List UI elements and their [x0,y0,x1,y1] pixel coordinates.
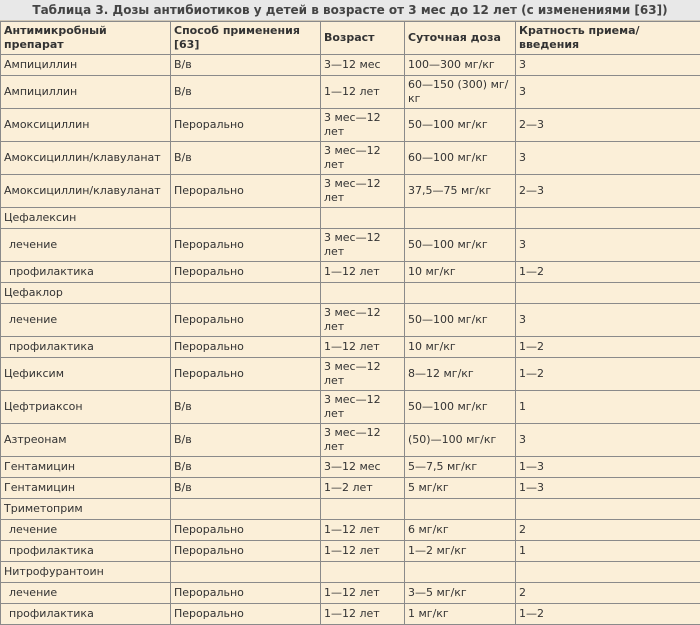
header-daily-dose: Суточная доза [405,22,516,55]
cell-dose: 6 мг/кг [405,520,516,541]
cell-age: 3—12 мес [321,457,405,478]
cell-age: 3 мес—12 лет [321,175,405,208]
cell-dose: 1 мг/кг [405,604,516,625]
cell-age: 3 мес—12 лет [321,229,405,262]
cell-frequency [516,283,700,304]
cell-dose: 50—100 мг/кг [405,304,516,337]
cell-route: В/в [171,142,321,175]
cell-frequency: 1—2 [516,358,700,391]
table-row [1,457,700,478]
cell-drug: Гентамицин [1,457,171,478]
cell-age [321,562,405,583]
cell-dose: 60—100 мг/кг [405,142,516,175]
table-row [1,604,700,625]
cell-age: 1—12 лет [321,583,405,604]
cell-drug: Ампициллин [1,55,171,76]
header-route: Способ применения [63] [171,22,321,55]
cell-age: 3 мес—12 лет [321,109,405,142]
cell-dose: (50)—100 мг/кг [405,424,516,457]
cell-dose: 5—7,5 мг/кг [405,457,516,478]
cell-frequency: 1 [516,391,700,424]
cell-route: В/в [171,424,321,457]
cell-dose: 8—12 мг/кг [405,358,516,391]
cell-route: Перорально [171,358,321,391]
cell-frequency: 3 [516,55,700,76]
cell-frequency: 2 [516,583,700,604]
table-row [1,562,700,583]
table-row [1,76,700,109]
cell-age: 1—12 лет [321,604,405,625]
cell-route: Перорально [171,262,321,283]
table-row [1,109,700,142]
cell-drug: Цефтриаксон [1,391,171,424]
cell-dose: 3—5 мг/кг [405,583,516,604]
cell-age [321,283,405,304]
cell-drug: лечение [1,583,171,604]
cell-frequency: 1 [516,541,700,562]
cell-drug: лечение [1,229,171,262]
cell-dose: 50—100 мг/кг [405,229,516,262]
cell-drug: профилактика [1,604,171,625]
cell-frequency: 2—3 [516,109,700,142]
table-row [1,55,700,76]
cell-frequency: 3 [516,76,700,109]
cell-drug: лечение [1,520,171,541]
table-row [1,229,700,262]
cell-dose [405,562,516,583]
table-row [1,358,700,391]
cell-drug: Цефалексин [1,208,171,229]
cell-frequency: 2 [516,520,700,541]
cell-route: Перорально [171,109,321,142]
cell-drug: Триметоприм [1,499,171,520]
cell-frequency: 1—3 [516,457,700,478]
cell-age: 3 мес—12 лет [321,358,405,391]
header-row [1,22,700,55]
table-row [1,304,700,337]
cell-route: В/в [171,76,321,109]
table-row [1,424,700,457]
table-row [1,175,700,208]
table-row [1,142,700,175]
antibiotic-dose-table [0,21,700,625]
cell-age [321,499,405,520]
cell-route [171,562,321,583]
cell-dose [405,208,516,229]
cell-age: 1—12 лет [321,337,405,358]
cell-drug: Амоксициллин/клавуланат [1,175,171,208]
cell-drug: Ампициллин [1,76,171,109]
cell-route: Перорально [171,520,321,541]
header-frequency: Кратность приема/введения [516,22,700,55]
cell-route: В/в [171,55,321,76]
cell-route: Перорально [171,541,321,562]
cell-age: 1—12 лет [321,541,405,562]
cell-frequency: 3 [516,424,700,457]
cell-age: 3 мес—12 лет [321,142,405,175]
cell-route: В/в [171,478,321,499]
cell-route [171,208,321,229]
cell-drug: Гентамицин [1,478,171,499]
cell-dose: 10 мг/кг [405,262,516,283]
cell-frequency [516,562,700,583]
cell-frequency: 2—3 [516,175,700,208]
cell-drug: Амоксициллин/клавуланат [1,142,171,175]
cell-route: Перорально [171,604,321,625]
table-row [1,262,700,283]
cell-route: Перорально [171,175,321,208]
cell-frequency [516,499,700,520]
cell-age: 1—12 лет [321,262,405,283]
cell-route [171,499,321,520]
cell-dose: 5 мг/кг [405,478,516,499]
cell-dose: 50—100 мг/кг [405,109,516,142]
table-row [1,478,700,499]
cell-drug: профилактика [1,337,171,358]
header-drug: Антимикробный препарат [1,22,171,55]
cell-age: 1—2 лет [321,478,405,499]
cell-frequency: 1—2 [516,262,700,283]
table-row [1,283,700,304]
table-row [1,583,700,604]
cell-route: В/в [171,391,321,424]
cell-drug: Цефиксим [1,358,171,391]
cell-drug: Цефаклор [1,283,171,304]
cell-route: Перорально [171,229,321,262]
cell-frequency: 1—3 [516,478,700,499]
cell-dose: 10 мг/кг [405,337,516,358]
cell-frequency: 1—2 [516,337,700,358]
cell-frequency: 1—2 [516,604,700,625]
cell-drug: Нитрофурантоин [1,562,171,583]
table-caption: Таблица 3. Дозы антибиотиков у детей в возрасте от 3 мес до 12 лет (с изменениями [63]) [0,0,700,21]
cell-route: Перорально [171,304,321,337]
cell-frequency [516,208,700,229]
table-row [1,208,700,229]
cell-drug: лечение [1,304,171,337]
cell-drug: профилактика [1,541,171,562]
cell-age: 3 мес—12 лет [321,424,405,457]
header-age: Возраст [321,22,405,55]
cell-age: 3 мес—12 лет [321,304,405,337]
cell-route: Перорально [171,337,321,358]
cell-frequency: 3 [516,304,700,337]
table-row [1,520,700,541]
cell-age: 3—12 мес [321,55,405,76]
cell-dose: 37,5—75 мг/кг [405,175,516,208]
cell-route: В/в [171,457,321,478]
cell-age: 1—12 лет [321,520,405,541]
table-row [1,391,700,424]
cell-drug: профилактика [1,262,171,283]
cell-age: 1—12 лет [321,76,405,109]
table-row [1,337,700,358]
cell-drug: Азтреонам [1,424,171,457]
table-row [1,541,700,562]
cell-dose: 100—300 мг/кг [405,55,516,76]
cell-dose: 1—2 мг/кг [405,541,516,562]
cell-dose: 60—150 (300) мг/кг [405,76,516,109]
cell-dose [405,499,516,520]
cell-dose: 50—100 мг/кг [405,391,516,424]
cell-frequency: 3 [516,229,700,262]
cell-age: 3 мес—12 лет [321,391,405,424]
cell-frequency: 3 [516,142,700,175]
table-row [1,499,700,520]
cell-dose [405,283,516,304]
cell-route [171,283,321,304]
cell-drug: Амоксициллин [1,109,171,142]
cell-age [321,208,405,229]
cell-route: Перорально [171,583,321,604]
